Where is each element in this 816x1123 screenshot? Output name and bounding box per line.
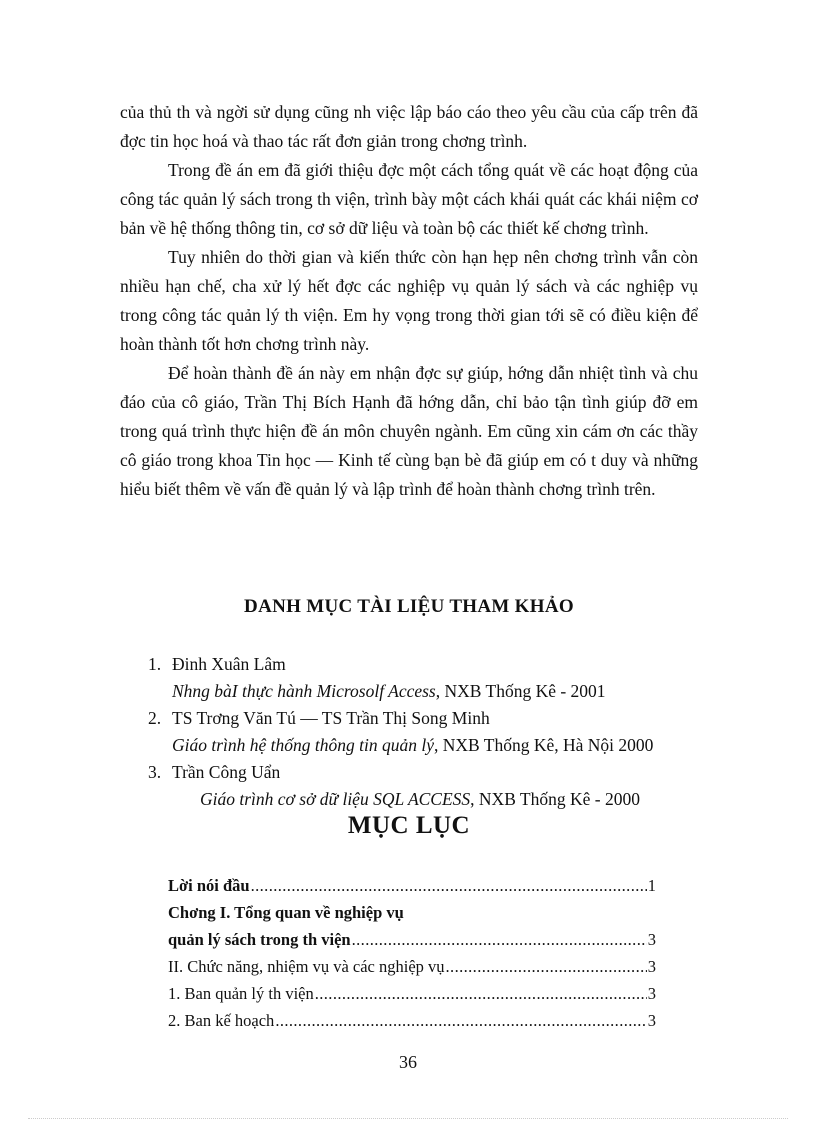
toc-entry-label: 1. Ban quản lý th viện (168, 984, 314, 1003)
paragraph: của thủ th và ngời sử dụng cũng nh việc lập báo cáo theo yêu cầu của cấp trên đã đợc tin học hoá và thao tác rất đơn giản trong chơng trình. (120, 102, 698, 151)
reference-author: Đinh Xuân Lâm (172, 654, 286, 674)
toc-title: MỤC LỤC (347, 812, 471, 839)
page-bottom-rule (28, 1118, 788, 1119)
toc-entry-label: II. Chức năng, nhiệm vụ và các nghiệp vụ (168, 957, 445, 976)
toc-entry (168, 926, 656, 953)
reference-item (148, 705, 708, 759)
toc-leader-dots (251, 872, 647, 899)
reference-item (148, 651, 708, 705)
paragraph: Trong đề án em đã giới thiệu đợc một cách tổng quát về các hoạt động của công tác quản lý sách trong th viện, trình bày một cách khái quát các khái niệm cơ bản về hệ thống thông tin, cơ sở dữ liệu và toàn bộ các thiết kế chơng trình. (120, 160, 698, 238)
body-text (120, 98, 698, 504)
reference-number: 1. (148, 654, 162, 674)
toc-leader-dots (352, 926, 647, 953)
toc-entry-page: 3 (647, 957, 656, 976)
toc-entry (168, 980, 656, 1007)
reference-work-title: Nhng bàI thực hành Microsolf Access (172, 681, 436, 701)
toc-entry-page: 1 (647, 876, 656, 895)
toc-entry (168, 953, 656, 980)
reference-work-line (172, 786, 708, 813)
reference-number: 2. (148, 708, 162, 728)
reference-work-title: Giáo trình cơ sở dữ liệu SQL ACCESS (200, 789, 471, 809)
toc-entry-page: 3 (647, 930, 656, 949)
toc-leader-dots (275, 1007, 646, 1034)
toc-entry-label: 2. Ban kế hoạch (168, 1011, 275, 1030)
toc-entry-page: 3 (647, 984, 656, 1003)
reference-publisher: , NXB Thống Kê - 2001 (435, 681, 606, 701)
references-list (148, 651, 708, 813)
reference-publisher: , NXB Thống Kê - 2000 (470, 789, 640, 809)
toc-leader-dots (315, 980, 647, 1007)
toc-leader-dots (446, 953, 647, 980)
toc-entry-page: 3 (647, 1011, 656, 1030)
reference-publisher: , NXB Thống Kê, Hà Nội 2000 (434, 735, 654, 755)
toc-entry-label: Chơng I. Tổng quan về nghiệp vụ (168, 903, 404, 922)
reference-author: Trần Công Uẩn (172, 762, 281, 782)
page-number: 36 (399, 1052, 417, 1072)
toc-entry (168, 872, 656, 899)
toc-entry (168, 899, 656, 926)
reference-work-title: Giáo trình hệ thống thông tin quản lý (172, 735, 435, 755)
reference-work-line (172, 678, 708, 705)
table-of-contents (168, 872, 656, 1034)
paragraph: Tuy nhiên do thời gian và kiến thức còn hạn hẹp nên chơng trình vẫn còn nhiều hạn chế, cha xử lý hết đợc các nghiệp vụ quản lý sách và các nghiệp vụ trong công tác quản lý th viện. Em hy vọng trong thời gian tới sẽ có điều kiện để hoàn thành tốt hơn chơng trình này. (120, 247, 698, 354)
reference-work-line (172, 732, 708, 759)
reference-item (148, 759, 708, 813)
references-title: DANH MỤC TÀI LIỆU THAM KHẢO (244, 596, 574, 617)
toc-entry (168, 1007, 656, 1034)
paragraph: Để hoàn thành đề án này em nhận đợc sự giúp, hớng dẫn nhiệt tình và chu đáo của cô giáo, Trần Thị Bích Hạnh đã hớng dẫn, chỉ bảo tận tình giúp đỡ em trong quá trình thực hiện đề án môn chuyên ngành. Em cũng xin cám ơn các thầy cô giáo trong khoa Tin học — Kinh tế cùng bạn bè đã giúp em có t duy và những hiểu biết thêm về vấn đề quản lý và lập trình để hoàn thành chơng trình trên. (120, 363, 698, 499)
reference-number: 3. (148, 762, 162, 782)
toc-entry-label: quản lý sách trong th viện (168, 930, 351, 949)
toc-entry-label: Lời nói đầu (168, 876, 250, 895)
reference-author: TS Trơng Văn Tú — TS Trần Thị Song Minh (172, 708, 490, 728)
